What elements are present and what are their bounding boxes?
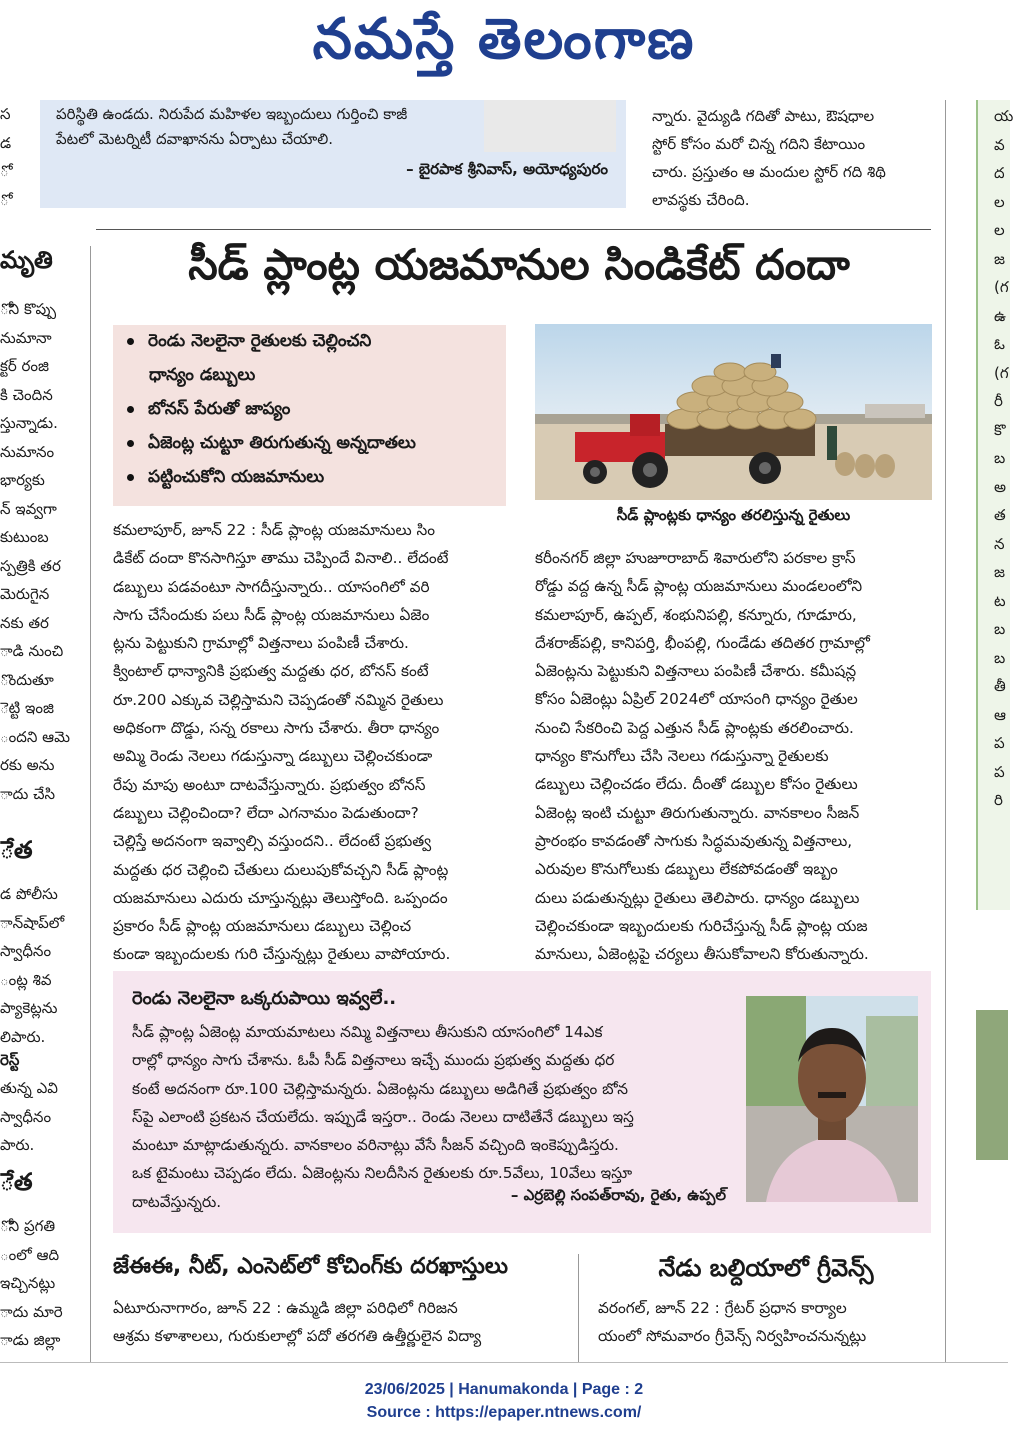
text-line: లావస్థకు చేరింది. [652,191,750,209]
article-photo-tractor [535,324,932,500]
article3-headline: నేడు బల్దియాలో గ్రీవెన్స్ [658,1254,874,1282]
article-column-2: కరీంనగర్ జిల్లా హుజూరాబాద్ శివారులోని పరకాల క్రాస్ రోడ్డు వద్ద ఉన్న సీడ్ ప్లాంట్ల యజమానులు మండలంలోని కమలాపూర్, ఉప్పల్, శంభునిపల్లి, కన్నూరు, గూడూరు, దేశరాజ్‌పల్లి, కానిపర్తి, భీంపల్లి, గుండేడు తదితర గ్రామాల్లో ఏజెంట్లను పెట్టుకుని విత్తనాలు పంపిణీ చేశారు. కమీషన్ల కోసం ఏజెంట్లు ఏప్రిల్ 2024లో యాసంగి ధాన్యం రైతుల నుంచి సేకరించి పెద్ద ఎత్తున సీడ్ ప్లాంట్లకు తరలించారు. ధాన్యం కొనుగోలు చేసి నెలలు గడుస్తున్నా రైతులకు డబ్బులు చెల్లించడం లేదు. దీంతో డబ్బుల కోసం రైతులు ఏజెంట్ల ఇంటి చుట్టూ తిరుగుతున్నారు. వానకాలం సీజన్ ప్రారంభం కావడంతో సాగుకు సిద్ధమవుతున్న విత్తనాలు, ఎరువుల కొనుగోలుకు డబ్బులు లేకపోవడంతో ఇబ్బం దులు పడుతున్నట్లు రైతులు తెలిపారు. ధాన్యం డబ్బులు చెల్లించకుండా ఇబ్బందులకు గురిచేస్తున్న సీడ్ ప్లాంట్ల యజ మానులు, ఏజెంట్లపై చర్యలు తీసుకోవాలని కోరుతున్నారు. [535,549,870,964]
left-headline-fragment: మృతి [0,246,53,274]
page-footer [0,1378,1008,1424]
quote-text: సీడ్ ప్లాంట్ల ఏజెంట్ల మాయమాటలు నమ్మి విత్తనాలు తీసుకుని యాసంగిలో 14ఎక రాల్లో ధాన్యం సాగు చేశాను. ఓపీ సీడ్ విత్తనాలు ఇచ్చే ముందు ప్రభుత్వ మద్దతు ధర కంటే అదనంగా రూ.100 చెల్లిస్తామన్నరు. ఏజెంట్లను డబ్బులు అడిగితే ప్రభుత్వం బోన స్‌పై ఎలాంటి ప్రకటన చేయలేదు. ఇప్పుడే ఇస్తరా.. రెండు నెలలు దాటితేనే డబ్బులు ఇస్త మంటూ మాట్లాడుతున్నరు. వానకాలం వరినాట్లు వేసే సీజన్ వచ్చింది ఇంకెప్పుడిస్తరు. ఒక టైమంటు చెప్పడం లేదు. ఏజెంట్లను నిలదీసిన రైతులకు రూ.5వేలు, 10వేలు ఇస్తూ దాటవేస్తున్నరు. [132,1023,634,1211]
left-headline-fragment: ేత [0,836,33,864]
quote-signature: – ఎర్రబెల్లి సంపత్‌రావు, రైతు, ఉప్పల్ [510,1186,726,1204]
highlight-item: బోనస్ పేరుతో జాప్యం [127,399,290,423]
article3-text: వరంగల్, జూన్ 22 : గ్రేటర్ ప్రధాన కార్యాల యంలో సోమవారం గ్రీవెన్స్ నిర్వహించనున్నట్లు [598,1299,867,1346]
highlight-item: రెండు నెలలైనా రైతులకు చెల్లించని [127,331,371,355]
page-bottom-rule [0,1362,1008,1363]
left-headline-fragment: ేత [0,1168,33,1196]
farmer-portrait [746,996,918,1202]
text-line: న్నారు. వైద్యుడి గదితో పాటు, ఔషధాల [652,107,875,125]
text-line: పేటలో మెటర్నిటీ దవాఖానను ఏర్పాటు చేయాలి. [56,130,333,148]
article-headline: సీడ్ ప్లాంట్ల యజమానుల సిండికేట్ దందా [188,240,850,289]
top-letter-text [56,102,476,152]
left-top-fragments: స డ ో ో [0,105,12,209]
highlights-box [113,325,506,506]
highlight-item-continued: ధాన్యం డబ్బులు [149,365,256,385]
bullet-icon [127,474,134,481]
column-divider-left [90,246,91,1362]
article2-headline: జేఈఈ, నీట్, ఎంసెట్‌లో కోచింగ్‌కు దరఖాస్తులు [113,1254,509,1279]
highlight-item: ఏజెంట్ల చుట్టూ తిరుగుతున్న అన్నదాతలు [127,433,416,457]
column-divider-right [945,100,946,1362]
left-headline-fragment: రెస్ట్ [0,1051,20,1069]
article2-text: ఏటూరునాగారం, జూన్ 22 : ఉమ్మడి జిల్లా పరిధిలో గిరిజన ఆశ్రమ కళాశాలలు, గురుకులాల్లో పదో తరగతి ఉత్తీర్ణులైన విద్యా [113,1299,482,1346]
text-line: పరిస్థితి ఉండదు. నిరుపేద మహిళల ఇబ్బందులు గుర్తించి కాజీ [56,105,408,123]
left-column-fragment: ోని ప్రగతి ంలో ఆది ఇచ్చినట్లు ాదు మారె ాడు జిల్లా [0,1217,63,1349]
quote-title: రెండు నెలలైనా ఒక్కరుపాయి ఇవ్వలే.. [132,988,397,1009]
photo-caption: సీడ్ ప్లాంట్లకు ధాన్యం తరలిస్తున్న రైతులు [616,506,851,524]
letter-photo [484,100,616,152]
right-edge-fragments: య వ ద ల ల జ (గ ఉ ఓ (గ రీ కొ బ అ త న జ ట బ బ తీ ఆ ప ప రి [994,107,1013,809]
left-column-fragment: డ పోలీసు ాన్‌షాప్‌లో స్వాధీనం ంట్ల శివ ప్యాకెట్లను లిపారు. [0,885,65,1046]
left-column-fragment: తున్న ఎవి స్వాధీనం పారు. [0,1079,58,1154]
footer-source: Source : https://epaper.ntnews.com/ [366,1404,642,1421]
highlight-item: పట్టించుకోని యజమానులు [127,467,324,491]
left-column-fragment: ోని కొప్పు నుమానా క్టర్ రంజి కి చెందిన స్తున్నాడు. నుమానం భార్యకు న్ ఇవ్వగా కుటుంబ స్పత్రికి తర మెరుగైన నకు తర ాడి నుంచి ొందుతూ ెట్టి ఇంజి ందని ఆమె రకు అను ాదు చేసి [0,300,71,803]
top-right-text [652,102,934,214]
right-edge-photo [976,1010,1008,1160]
footer-date-edition: 23/06/2025 | Hanumakonda | Page : 2 [364,1381,644,1398]
section-divider [96,229,931,230]
bullet-icon [127,338,134,345]
bullet-icon [127,440,134,447]
bullet-icon [127,406,134,413]
article-column-1: కమలాపూర్, జూన్ 22 : సీడ్ ప్లాంట్ల యజమానులు సిం డికేట్ దందా కొనసాగిస్తూ తాము చెప్పిందే వినాలి.. లేదంటే డబ్బులు పడవంటూ సాగదీస్తున్నారు.. యాసంగిలో వరి సాగు చేసేందుకు పలు సీడ్ ప్లాంట్ల యజమానులు ఏజెం ట్లను పెట్టుకుని గ్రామాల్లో విత్తనాలు పంపిణీ చేశారు. క్వింటాల్ ధాన్యానికి ప్రభుత్వ మద్దతు ధర, బోనస్ కంటే రూ.200 ఎక్కువ చెల్లిస్తామని చెప్పడంతో నమ్మిన రైతులు అధికంగా దొడ్డు, సన్న రకాలు సాగు చేశారు. తీరా ధాన్యం అమ్మి రెండు నెలలు గడుస్తున్నా డబ్బులు చెల్లించకుండా రేపు మాపు అంటూ దాటవేస్తున్నారు. ప్రభుత్వం బోనస్ డబ్బులు చెల్లించిందా? లేదా ఎగనామం పెడుతుందా? చెల్లిస్తే అదనంగా ఇవ్వాల్సి వస్తుందని.. లేదంటే ప్రభుత్వ మద్దతు ధర చెల్లించి చేతులు దులుపుకోవచ్చని సీడ్ ప్లాంట్ల యజమానులు ఎదురు చూస్తున్నట్లు తెలుస్తోంది. ఒప్పందం ప్రకారం సీడ్ ప్లాంట్ల యజమానులు డబ్బులు చెల్లించ కుండా ఇబ్బందులకు గురి చేస్తున్నట్లు రైతులు వాపోయారు. [113,521,451,964]
masthead-logo: నమస్తే తెలంగాణ [312,6,696,72]
top-letter-signature: – బైరపాక శ్రీనివాస్, అయోధ్యపురం [406,160,608,178]
text-line: చారు. ప్రస్తుతం ఆ మందుల స్టోర్ గది శిథి [652,163,886,181]
text-line: స్టోర్ కోసం మరో చిన్న గదిని కేటాయిం [652,135,866,153]
column-divider-bottom [578,1254,579,1362]
